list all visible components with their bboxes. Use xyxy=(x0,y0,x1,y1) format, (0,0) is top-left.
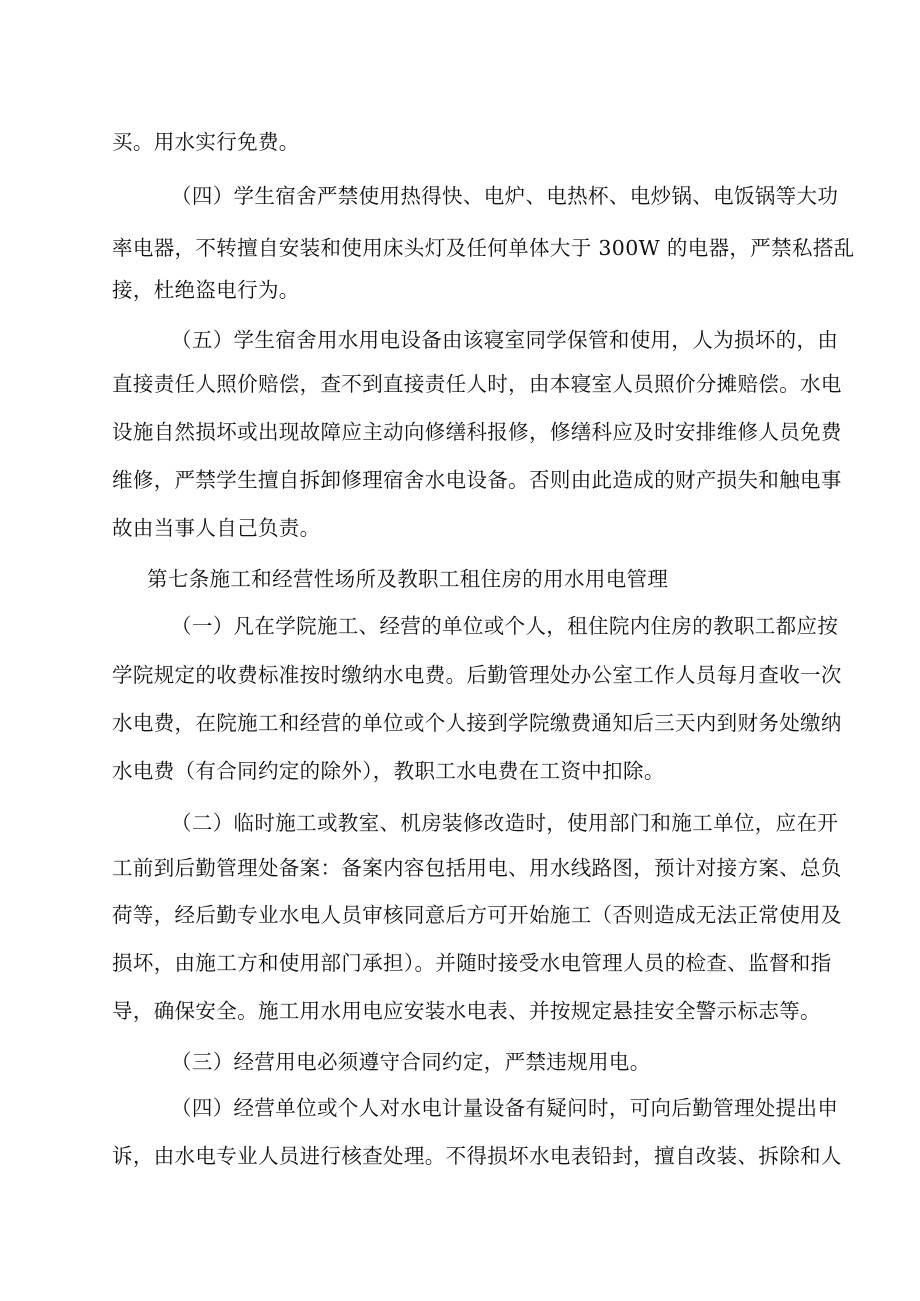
paragraph-line: 荷等，经后勤专业水电人员审核同意后方可开始施工（否则造成无法正常使用及 xyxy=(112,903,842,927)
paragraph-line: 水电费，在院施工和经营的单位或个人接到学院缴费通知后三天内到财务处缴纳 xyxy=(112,711,842,735)
paragraph-line: （三）经营用电必须遵守合同约定，严禁违规用电。 xyxy=(171,1050,651,1074)
paragraph-line: 导，确保安全。施工用水用电应安装水电表、并按规定悬挂安全警示标志等。 xyxy=(112,999,821,1023)
paragraph-line: 水电费（有合同约定的除外），教职工水电费在工资中扣除。 xyxy=(112,759,665,783)
paragraph-line: 买。用水实行免费。 xyxy=(112,130,300,154)
paragraph-line: （一）凡在学院施工、经营的单位或个人，租住院内住房的教职工都应按 xyxy=(171,614,839,638)
paragraph-line: 率电器，不转擅自安装和使用床头灯及任何单体大于 300W 的电器，严禁私搭乱 xyxy=(112,236,855,260)
paragraph-line: 设施自然损坏或出现故障应主动向修缮科报修，修缮科应及时安排维修人员免费 xyxy=(112,420,842,444)
paragraph-line: 直接责任人照价赔偿，查不到直接责任人时，由本寝室人员照价分摊赔偿。水电 xyxy=(112,372,842,396)
paragraph-line: 学院规定的收费标准按时缴纳水电费。后勤管理处办公室工作人员每月查收一次 xyxy=(112,663,842,687)
paragraph-line: （四）学生宿舍严禁使用热得快、电炉、电热杯、电炒锅、电饭锅等大功 xyxy=(171,184,839,208)
paragraph-line: 接，杜绝盗电行为。 xyxy=(112,278,300,302)
article-heading: 第七条施工和经营性场所及教职工租住房的用水用电管理 xyxy=(147,567,669,591)
paragraph-line: （五）学生宿舍用水用电设备由该寝室同学保管和使用，人为损坏的，由 xyxy=(171,328,839,352)
paragraph-line: （二）临时施工或教室、机房装修改造时，使用部门和施工单位，应在开 xyxy=(171,811,839,835)
paragraph-line: 工前到后勤管理处备案：备案内容包括用电、用水线路图，预计对接方案、总负 xyxy=(112,856,842,880)
paragraph-line: （四）经营单位或个人对水电计量设备有疑问时，可向后勤管理处提出申 xyxy=(171,1096,839,1120)
paragraph-line: 损坏，由施工方和使用部门承担）。并随时接受水电管理人员的检查、监督和指 xyxy=(112,951,832,975)
paragraph-line: 诉，由水电专业人员进行核查处理。不得损坏水电表铅封，擅自改装、拆除和人 xyxy=(112,1144,842,1168)
paragraph-line: 维修，严禁学生擅自拆卸修理宿舍水电设备。否则由此造成的财产损失和触电事 xyxy=(112,468,842,492)
paragraph-line: 故由当事人自己负责。 xyxy=(112,516,321,540)
